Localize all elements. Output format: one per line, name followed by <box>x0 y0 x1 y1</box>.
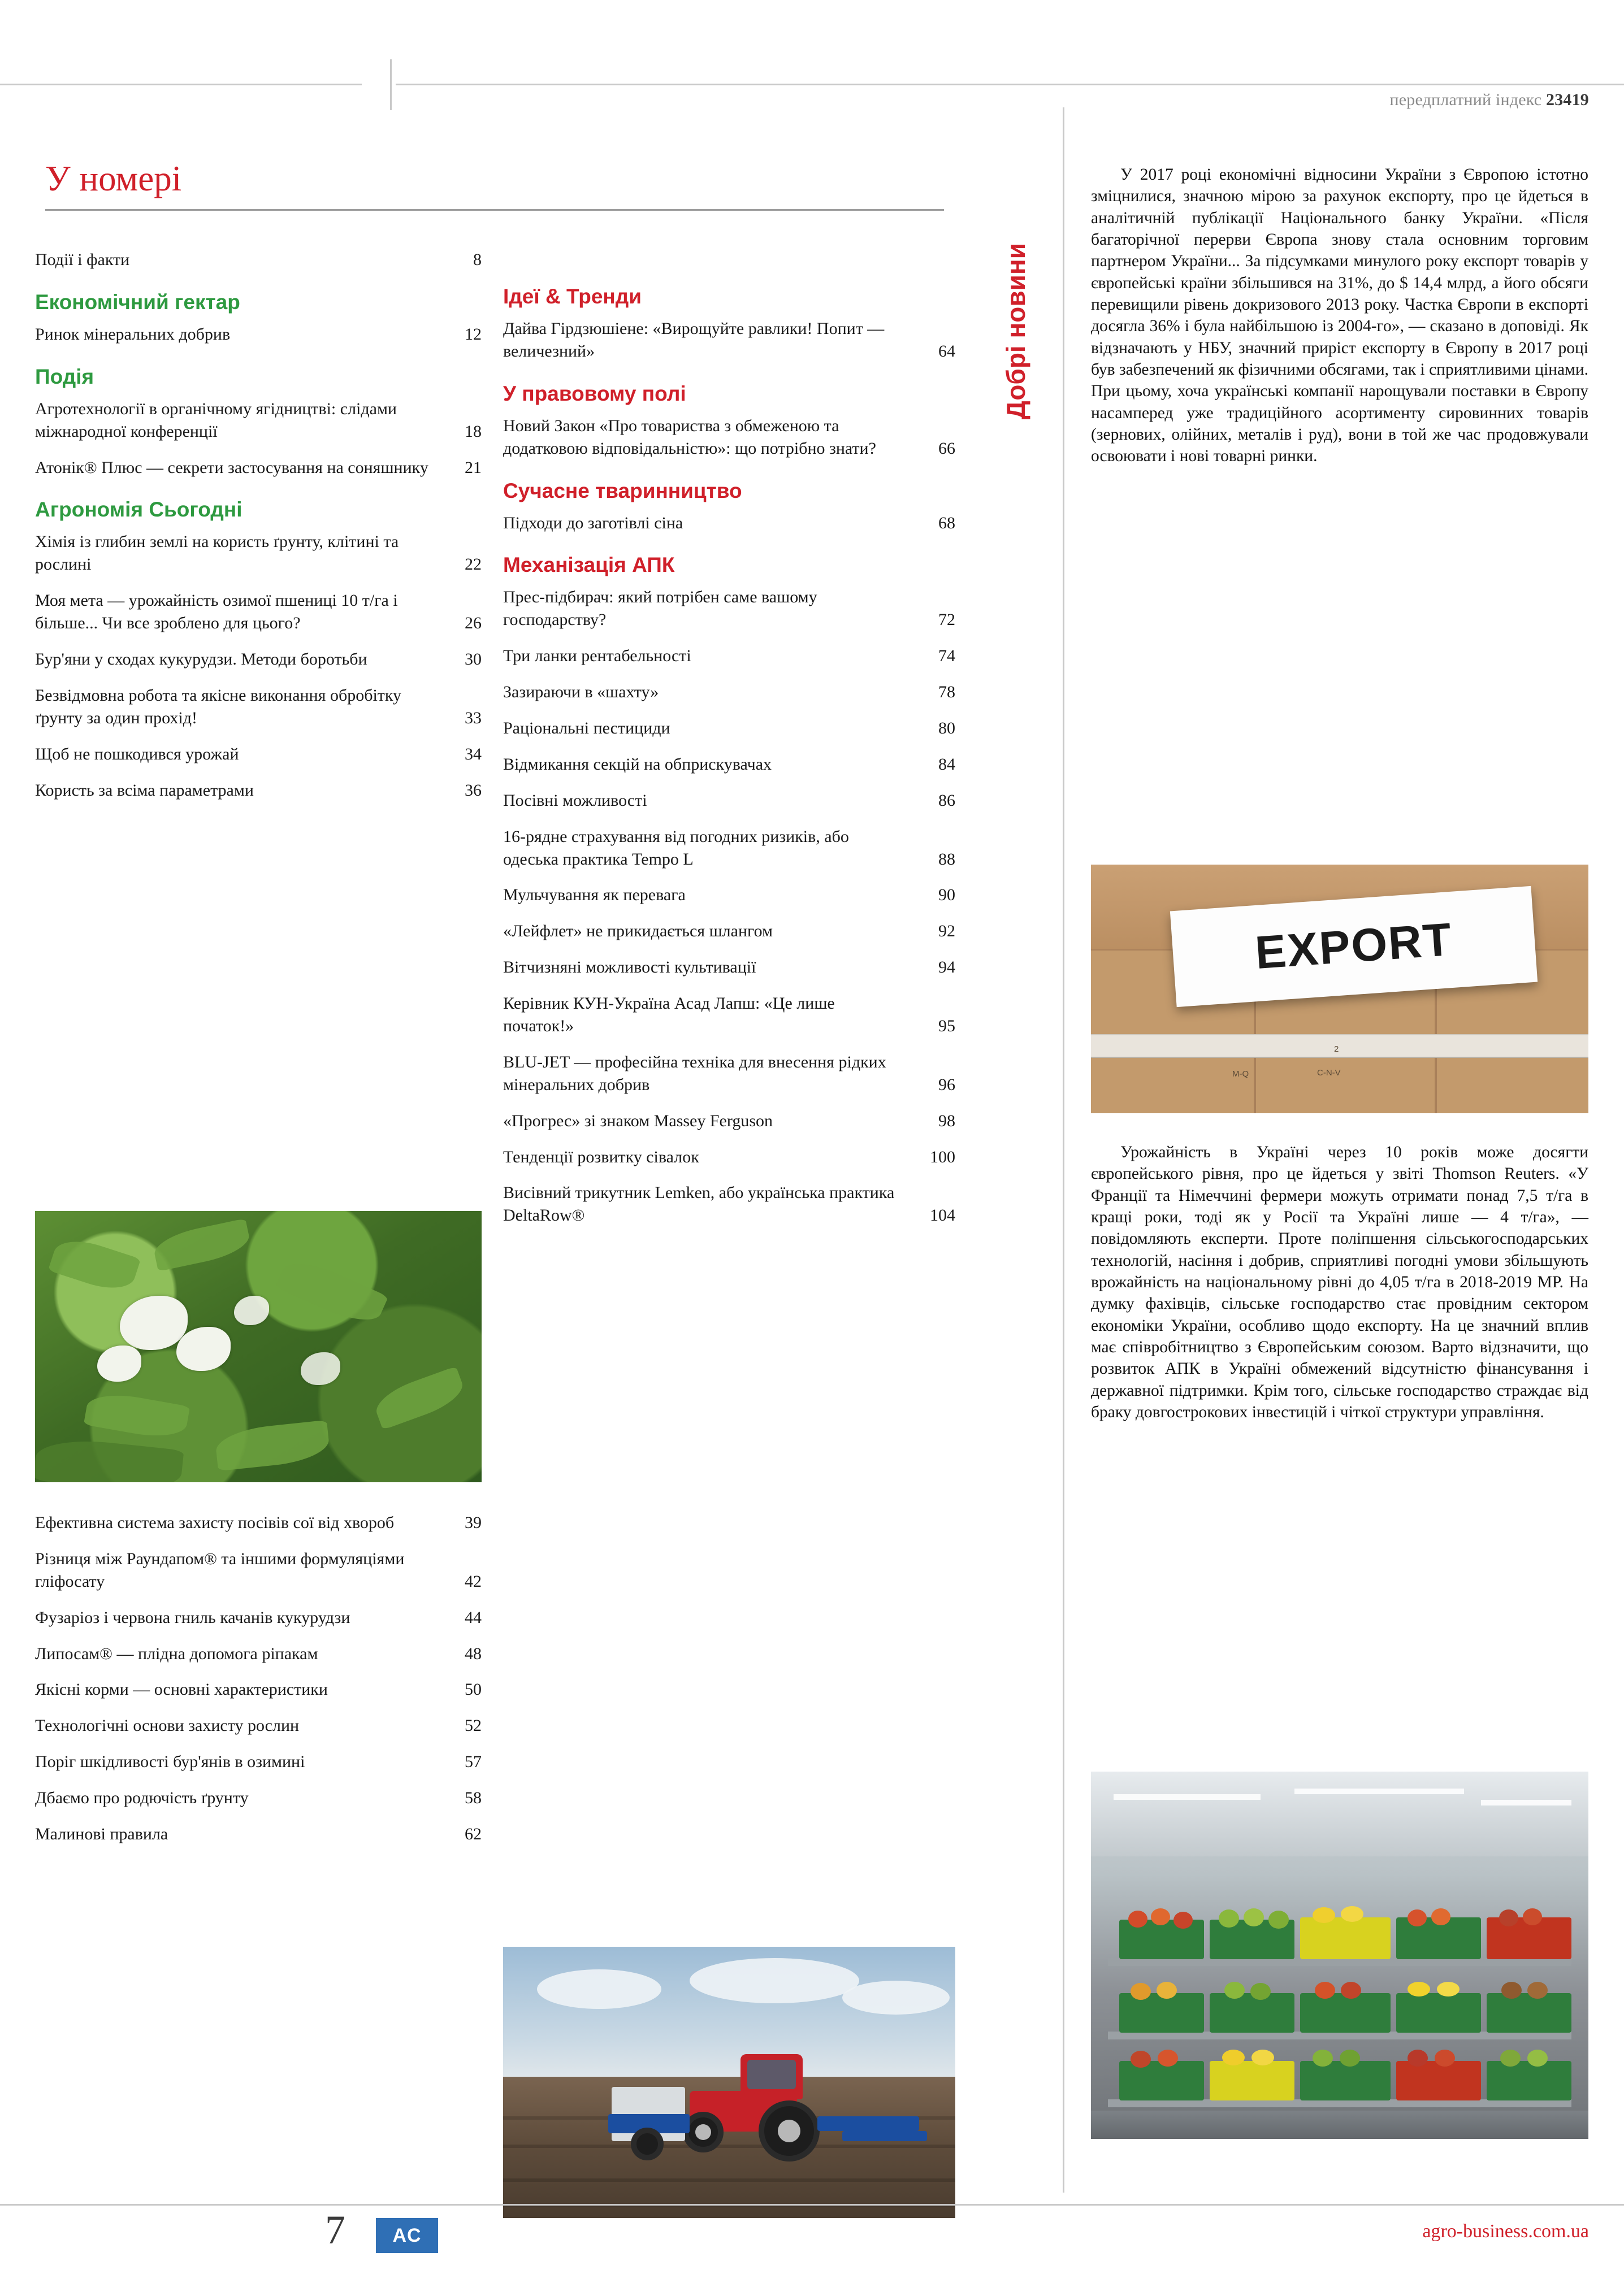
toc-entry-page: 92 <box>938 922 955 941</box>
toc-entry[interactable] <box>503 789 955 812</box>
toc-entry[interactable] <box>35 398 482 443</box>
toc-entry-page: 48 <box>465 1644 482 1663</box>
good-news-column <box>1091 164 1588 478</box>
toc-entry[interactable] <box>35 1787 482 1809</box>
toc-entry-page: 58 <box>465 1789 482 1808</box>
toc-section-heading: Ідеї & Тренди <box>503 285 642 308</box>
toc-entry[interactable] <box>35 779 482 802</box>
toc-entry-title: Події і факти <box>35 250 130 269</box>
toc-entry-title: Прес-підбирач: який потрібен саме вашому господарству? <box>503 588 817 630</box>
toc-entry-title: BLU-JET — професійна техніка для внесення рідких мінеральних добрив <box>503 1052 886 1094</box>
website-url[interactable]: agro-business.com.ua <box>1422 2221 1589 2242</box>
toc-entry[interactable] <box>503 920 955 943</box>
toc-entry-title: Ефективна система захисту посівів сої від хвороб <box>35 1513 395 1532</box>
toc-entry-page: 88 <box>938 849 955 869</box>
toc-entry[interactable] <box>503 681 955 704</box>
toc-entry-page: 66 <box>938 439 955 458</box>
toc-entry[interactable] <box>503 512 955 535</box>
subscription-label: передплатний індекс <box>1389 90 1542 109</box>
magazine-logo <box>376 2218 438 2253</box>
toc-entry-title: Безвідмовна робота та якісне виконання обробітку ґрунту за один прохід! <box>35 685 402 727</box>
toc-entry-title: Різниця між Раундапом® та іншими формуляціями гліфосату <box>35 1549 405 1591</box>
page-number: 7 <box>325 2207 345 2252</box>
toc-entry-page: 64 <box>938 341 955 361</box>
toc-entry-page: 86 <box>938 791 955 810</box>
toc-entry-page: 34 <box>465 744 482 763</box>
toc-entry[interactable] <box>35 1823 482 1846</box>
toc-entry-page: 21 <box>465 458 482 477</box>
toc-entry[interactable] <box>35 249 482 271</box>
toc-entry-title: Три ланки рентабельності <box>503 646 691 666</box>
toc-entry[interactable] <box>503 415 955 460</box>
toc-entry-title: Ринок мінеральних добрив <box>35 324 231 344</box>
toc-entry[interactable] <box>503 1051 955 1096</box>
toc-entry-title: Новий Закон «Про товариства з обмеженою та додатковою відповідальністю»: що потрібно знати? <box>503 416 876 458</box>
toc-entry-page: 8 <box>473 250 482 269</box>
export-sign-text: EXPORT <box>1253 913 1454 979</box>
export-tag-mq: M-Q <box>1232 1069 1249 1079</box>
toc-section-heading: Сучасне тваринництво <box>503 479 742 502</box>
toc-entry-title: 16-рядне страхування від погодних ризиків, або одеська практика Tempo L <box>503 827 849 869</box>
toc-entry-page: 42 <box>465 1572 482 1591</box>
toc-entry-page: 104 <box>930 1206 955 1225</box>
toc-entry-page: 74 <box>938 646 955 666</box>
toc-entry[interactable] <box>35 1751 482 1773</box>
toc-entry[interactable] <box>35 1548 482 1593</box>
toc-entry-page: 18 <box>465 422 482 441</box>
header-vertical-rule <box>390 59 392 110</box>
photo-grocery-market <box>1091 1772 1588 2139</box>
toc-entry-page: 12 <box>465 324 482 344</box>
toc-entry-title: «Лейфлет» не прикидається шлангом <box>503 922 773 941</box>
toc-entry-page: 84 <box>938 754 955 774</box>
toc-entry-title: Малинові правила <box>35 1825 168 1844</box>
toc-entry-page: 44 <box>465 1608 482 1627</box>
toc-entry-title: Мульчування як перевага <box>503 886 686 905</box>
toc-entry-title: Моя мета — урожайність озимої пшениці 10 т/га і більше... Чи все зроблено для цього? <box>35 591 398 633</box>
toc-entry-title: «Прогрес» зі знаком Massey Ferguson <box>503 1111 773 1130</box>
footer-rule <box>0 2204 1624 2206</box>
toc-entry[interactable] <box>35 743 482 766</box>
toc-entry[interactable] <box>35 684 482 730</box>
toc-entry-title: Якісні корми — основні характеристики <box>35 1680 328 1699</box>
toc-entry-page: 22 <box>465 555 482 574</box>
toc-entry-page: 90 <box>938 886 955 905</box>
toc-entry-title: Фузаріоз і червона гниль качанів кукурудзи <box>35 1608 350 1627</box>
toc-entry-title: Висівний трикутник Lemken, або українська практика DeltaRow® <box>503 1183 895 1225</box>
good-news-paragraph: У 2017 році економічні відносини України з Європою істотно зміцнилися, значною мірою за рахунок експорту, про це йдеться в аналітичній публікації Національного банку України. «Після багаторічної перерви Європа знову стала основним торговим партнером України... За підсумками минулого року експорт товарів у європейські країни збільшився на 31%, до $ 14,4 млрд, а його обсяги перевищили рівень докризового 2013 року. Частка Європи в експорті досягла 36% і була найбільшою із 2004-го», — сказано в доповіді. Як відзначають у НБУ, значний приріст експорту в Європу в 2017 році був забезпечений як фізичними обсягами, так і сприятливими цінами. При цьому, хоча українські компанії нарощували поставки в Європу насамперед уже традиційного асортименту сировинних товарів (зернових, олійних, металів і руд), вони в той же час продовжували освоювати і нові товарні ринки. <box>1091 166 1588 466</box>
toc-section-heading: Агрономія Сьогодні <box>35 498 242 522</box>
toc-entry-page: 30 <box>465 650 482 669</box>
toc-entry-title: Керівник КУН-Україна Асад Лапш: «Це лише початок!» <box>503 994 835 1036</box>
section-label-good-news: Добрі новини <box>1001 243 1030 420</box>
toc-entry[interactable] <box>35 1512 482 1534</box>
toc-entry[interactable] <box>503 884 955 906</box>
subscription-number: 23419 <box>1546 90 1589 109</box>
toc-entry-title: Дайва Гірдзюшiене: «Вирощуйте равлики! Попит — величезний» <box>503 319 885 361</box>
toc-entry-title: Агротехнології в органічному ягідництві: слідами міжнародної конференції <box>35 399 397 441</box>
toc-entry[interactable] <box>503 1110 955 1132</box>
toc-entry[interactable] <box>35 1678 482 1701</box>
toc-section-heading: Економічний гектар <box>35 290 240 314</box>
toc-entry[interactable] <box>503 1146 955 1169</box>
toc-entry[interactable] <box>503 1182 955 1227</box>
good-news-paragraph-2: Урожайність в Україні через 10 років може досягти європейського рівня, про це йдеться у звіті Thomson Reuters. «У Франції та Німеччині фермери можуть отримати понад 7,5 т/га в кращі роки, тоді як у Росії та Україні лише — 4 т/га», — повідомляють експерти. Проте поліпшення сільськогосподарських технологій, насіння і добрив, сприятливі погодні умови збільшують врожайність на національному рівні до 4,05 т/га в 2018-2019 МР. На думку фахівців, сільське господарство стає провідним сектором економіки України, особливо щодо експорту. На це значний вплив має співробітництво з Європейським союзом. Варто відзначити, що розвиток АПК в Україні обмежений відсутністю фінансування і державної підтримки. Крім того, сільське господарство страждає від браку довгострокових інвестицій і чіткої структури управління. <box>1091 1143 1588 1422</box>
header-rule-left <box>0 84 362 85</box>
photo-pea-flowers <box>35 1211 482 1482</box>
toc-entry-title: Технологічні основи захисту рослин <box>35 1716 300 1735</box>
toc-entry-page: 96 <box>938 1075 955 1094</box>
toc-entry-page: 98 <box>938 1111 955 1130</box>
toc-entry-page: 78 <box>938 683 955 702</box>
toc-entry[interactable] <box>35 323 482 346</box>
page-title: У номері <box>45 159 182 198</box>
toc-entry[interactable] <box>35 1715 482 1737</box>
toc-entry-title: Бур'яни у сходах кукурудзи. Методи боротьби <box>35 650 367 669</box>
toc-column-middle <box>503 266 955 1240</box>
toc-entry-page: 52 <box>465 1716 482 1735</box>
toc-entry-title: Липосам® — плідна допомога ріпакам <box>35 1644 318 1663</box>
toc-entry-page: 26 <box>465 614 482 633</box>
toc-entry-title: Атонік® Плюс — секрети застосування на соняшнику <box>35 458 428 477</box>
toc-entry[interactable] <box>35 1607 482 1629</box>
toc-entry[interactable] <box>503 826 955 871</box>
toc-entry-title: Поріг шкідливості бур'янів в озимині <box>35 1752 305 1772</box>
column-divider <box>1063 107 1064 2193</box>
toc-section-heading: Подія <box>35 364 94 388</box>
toc-entry-page: 57 <box>465 1752 482 1772</box>
toc-entry-page: 94 <box>938 958 955 977</box>
toc-entry-title: Раціональні пестициди <box>503 719 670 738</box>
photo-export-boxes: 2 C-N-V M-Q EXPORT <box>1091 865 1588 1113</box>
toc-entry-page: 80 <box>938 719 955 738</box>
toc-entry[interactable] <box>503 956 955 979</box>
toc-column-left <box>35 249 482 815</box>
header-rule-right <box>396 84 1624 85</box>
subscription-index <box>1389 90 1589 110</box>
toc-section-heading: У правовому полі <box>503 381 686 405</box>
toc-entry-title: Вітчизняні можливості культивації <box>503 958 756 977</box>
toc-entry-page: 50 <box>465 1680 482 1699</box>
toc-entry-title: Відмикання секцій на обприскувачах <box>503 754 772 774</box>
toc-entry[interactable] <box>503 586 955 631</box>
toc-entry-page: 95 <box>938 1017 955 1036</box>
toc-entry-title: Посівні можливості <box>503 791 647 810</box>
toc-entry[interactable] <box>35 648 482 671</box>
toc-entry[interactable] <box>503 318 955 363</box>
logo-text: AC <box>392 2224 422 2246</box>
title-rule <box>45 209 944 211</box>
toc-entry[interactable] <box>35 457 482 479</box>
toc-entry[interactable] <box>503 992 955 1038</box>
toc-entry-page: 100 <box>930 1147 955 1166</box>
toc-entry-page: 72 <box>938 610 955 630</box>
toc-entry-title: Дбаємо про родючість ґрунту <box>35 1789 249 1808</box>
toc-entry[interactable] <box>35 1643 482 1665</box>
toc-entry-page: 68 <box>938 513 955 532</box>
toc-entry-title: Зазираючи в «шахту» <box>503 683 659 702</box>
toc-entry-title: Щоб не пошкодився урожай <box>35 744 239 763</box>
toc-entry-title: Користь за всіма параметрами <box>35 780 254 800</box>
toc-entry-title: Тенденції розвитку сівалок <box>503 1147 699 1166</box>
photo-tractor-field <box>503 1947 955 2218</box>
toc-section-heading: Механізація АПК <box>503 553 675 577</box>
toc-entry-page: 62 <box>465 1825 482 1844</box>
toc-column-left-lower <box>35 1512 482 1859</box>
toc-entry[interactable] <box>503 753 955 776</box>
toc-entry-title: Хімія із глибин землі на користь ґрунту, клітині та рослині <box>35 532 399 574</box>
toc-entry-page: 36 <box>465 780 482 800</box>
toc-entry[interactable] <box>503 645 955 667</box>
toc-entry[interactable] <box>503 717 955 740</box>
toc-entry-page: 39 <box>465 1513 482 1532</box>
export-tag-cnv: C-N-V <box>1317 1068 1341 1078</box>
toc-entry[interactable] <box>35 589 482 635</box>
toc-entry[interactable] <box>35 531 482 576</box>
toc-entry-title: Підходи до заготівлі сіна <box>503 513 683 532</box>
toc-entry-page: 33 <box>465 708 482 727</box>
good-news-column-lower <box>1091 1142 1588 1433</box>
